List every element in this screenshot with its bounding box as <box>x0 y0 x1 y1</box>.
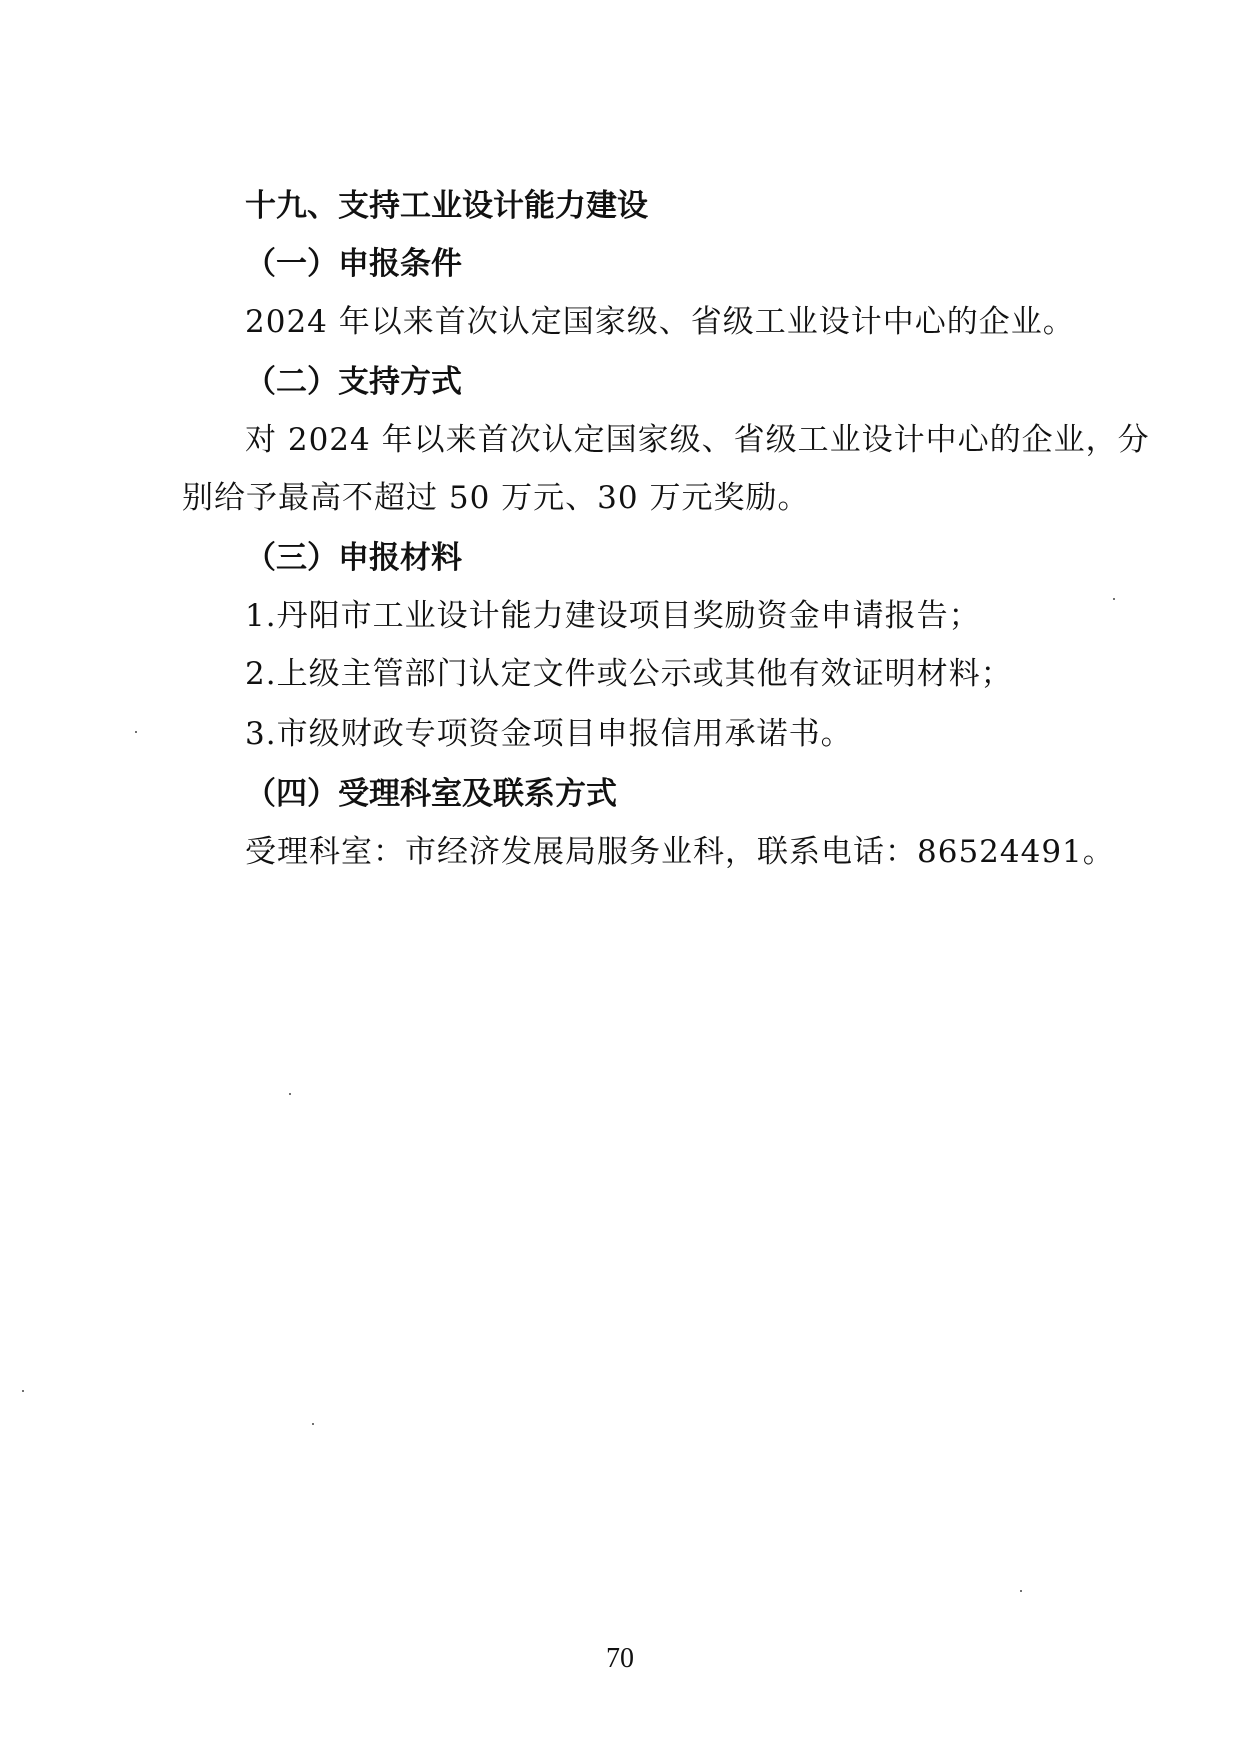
scan-speck <box>1020 1590 1022 1592</box>
support-text-line2: 别给予最高不超过 50 万元、30 万元奖励。 <box>182 480 810 516</box>
conditions-text: 2024 年以来首次认定国家级、省级工业设计中心的企业。 <box>245 304 1075 340</box>
page-number: 70 <box>606 1643 634 1674</box>
scan-speck <box>289 1093 291 1095</box>
scan-speck <box>22 1390 24 1392</box>
subsection-heading-support: （二）支持方式 <box>245 364 462 400</box>
materials-item-3: 3.市级财政专项资金项目申报信用承诺书。 <box>245 716 853 752</box>
contact-text: 受理科室：市经济发展局服务业科，联系电话：86524491。 <box>245 834 1115 870</box>
scan-speck <box>135 731 137 733</box>
scan-speck <box>1113 598 1115 600</box>
subsection-heading-materials: （三）申报材料 <box>245 540 462 576</box>
materials-item-2: 2.上级主管部门认定文件或公示或其他有效证明材料； <box>245 656 1013 692</box>
support-text-line1: 对 2024 年以来首次认定国家级、省级工业设计中心的企业，分 <box>245 422 1150 458</box>
materials-item-1: 1.丹阳市工业设计能力建设项目奖励资金申请报告； <box>245 598 981 634</box>
section-title: 十九、支持工业设计能力建设 <box>245 188 648 224</box>
subsection-heading-conditions: （一）申报条件 <box>245 246 462 282</box>
subsection-heading-contact: （四）受理科室及联系方式 <box>245 776 617 812</box>
scan-speck <box>312 1423 314 1425</box>
